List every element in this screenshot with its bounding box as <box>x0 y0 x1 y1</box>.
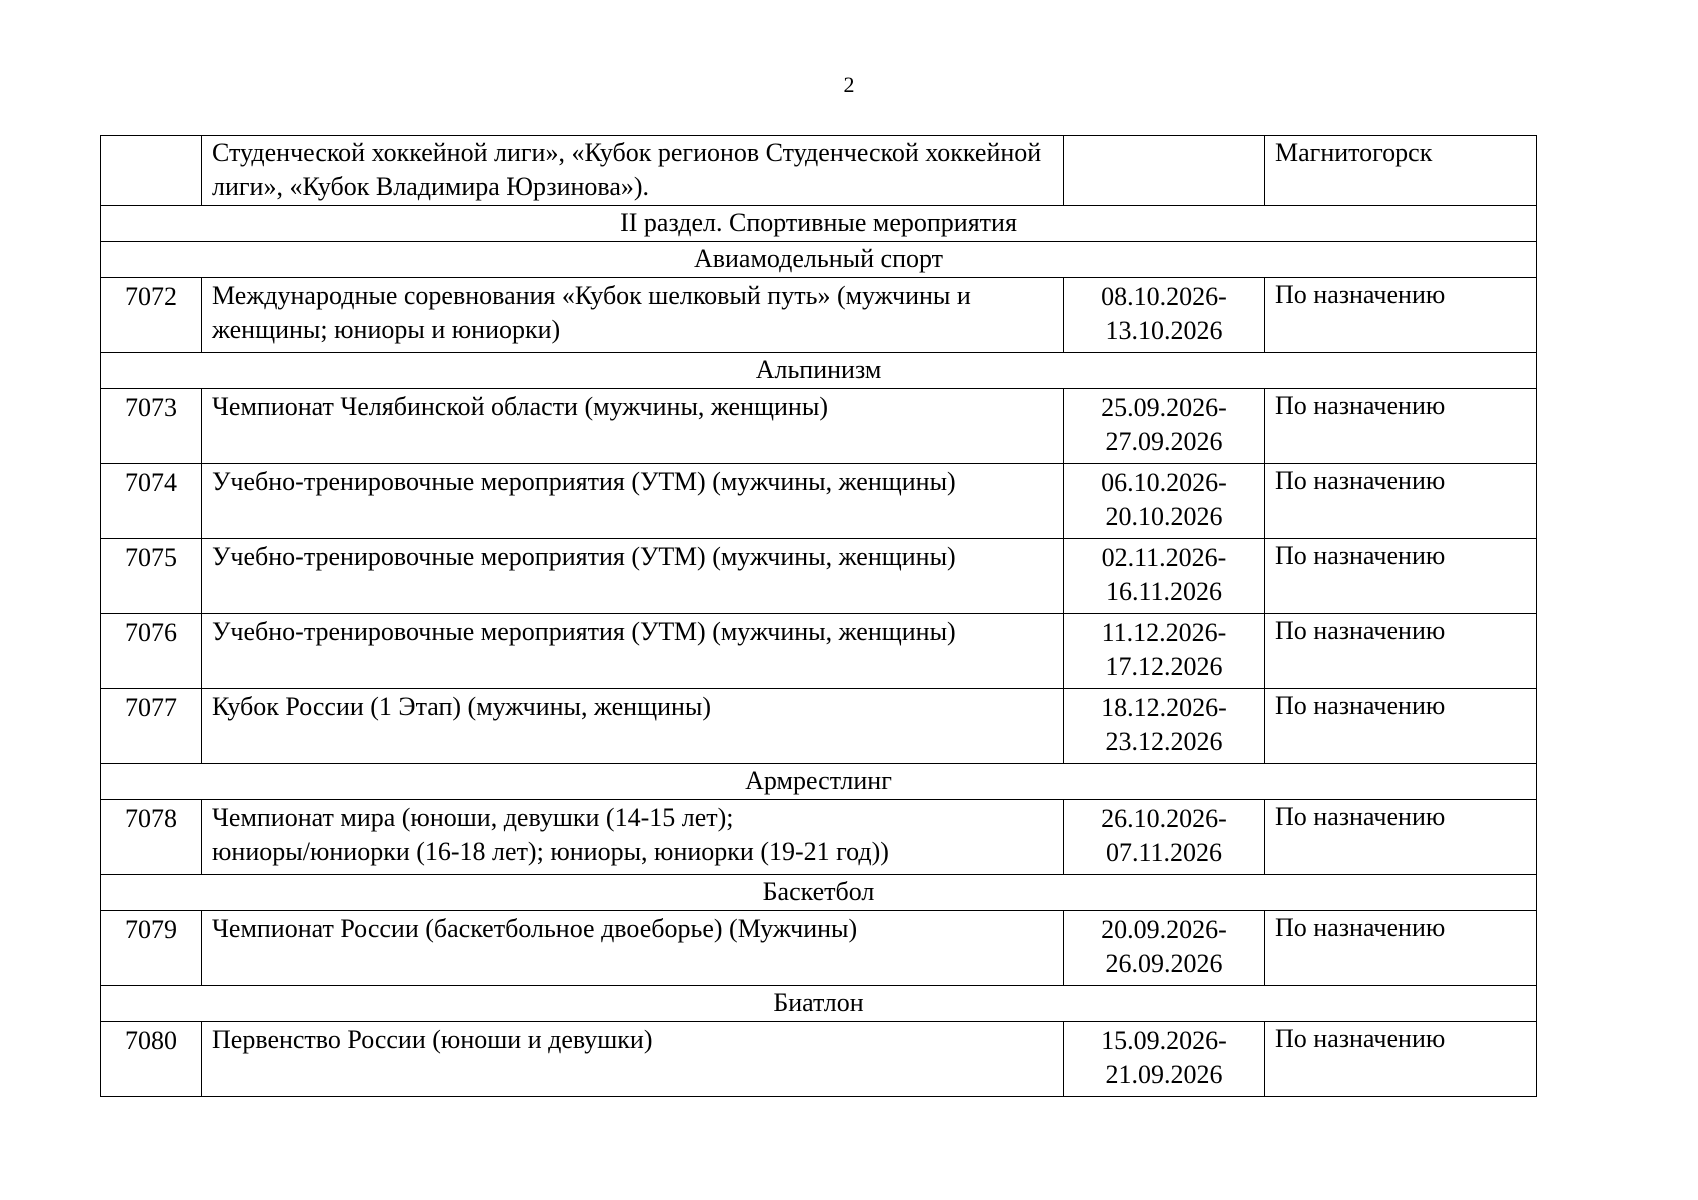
table-row <box>101 911 1537 986</box>
event-name-line: юниоры/юниорки (16-18 лет); юниоры, юниорки (19-21 год)) <box>212 837 889 866</box>
sport-heading: Баскетбол <box>101 875 1537 911</box>
date-end: 27.09.2026 <box>1105 427 1223 456</box>
cell-number: 7076 <box>101 614 202 689</box>
table-row <box>101 278 1537 353</box>
table-row <box>101 689 1537 764</box>
cell-number: 7072 <box>101 278 202 353</box>
cell-dates <box>1064 464 1265 539</box>
cell-event-name: Международные соревнования «Кубок шелковый путь» (мужчины и женщины; юниоры и юниорки) <box>202 278 1064 353</box>
date-start: 06.10.2026- <box>1101 468 1227 497</box>
date-start: 15.09.2026- <box>1101 1026 1227 1055</box>
cell-event-name <box>202 800 1064 875</box>
date-start: 25.09.2026- <box>1101 393 1227 422</box>
date-start: 18.12.2026- <box>1101 693 1227 722</box>
table-row <box>101 614 1537 689</box>
section-row <box>101 206 1537 242</box>
cell-place: Магнитогорск <box>1265 136 1537 206</box>
date-start: 26.10.2026- <box>1101 804 1227 833</box>
cell-number: 7075 <box>101 539 202 614</box>
cell-place: По назначению <box>1265 800 1537 875</box>
table-row <box>101 800 1537 875</box>
sport-heading: Армрестлинг <box>101 764 1537 800</box>
continuation-row <box>101 136 1537 206</box>
date-end: 20.10.2026 <box>1105 502 1223 531</box>
cell-event-name: Чемпионат Челябинской области (мужчины, женщины) <box>202 389 1064 464</box>
date-end: 07.11.2026 <box>1105 838 1223 867</box>
page-number: 2 <box>843 72 855 97</box>
date-start: 11.12.2026- <box>1101 618 1227 647</box>
sport-heading-row <box>101 242 1537 278</box>
cell-event-name: Кубок России (1 Этап) (мужчины, женщины) <box>202 689 1064 764</box>
sport-heading: Альпинизм <box>101 353 1537 389</box>
date-end: 17.12.2026 <box>1105 652 1223 681</box>
cell-number: 7078 <box>101 800 202 875</box>
cell-dates <box>1064 278 1265 353</box>
cell-dates <box>1064 1022 1265 1097</box>
cell-dates <box>1064 389 1265 464</box>
cell-number: 7079 <box>101 911 202 986</box>
cell-dates <box>1064 614 1265 689</box>
table-row <box>101 1022 1537 1097</box>
cell-event-name: Студенческой хоккейной лиги», «Кубок регионов Студенческой хоккейной лиги», «Кубок Владимира Юрзинова»). <box>202 136 1064 206</box>
sport-heading-row <box>101 353 1537 389</box>
table-row <box>101 389 1537 464</box>
cell-place: По назначению <box>1265 389 1537 464</box>
date-end: 21.09.2026 <box>1105 1060 1223 1089</box>
cell-place: По назначению <box>1265 278 1537 353</box>
cell-event-name: Учебно-тренировочные мероприятия (УТМ) (мужчины, женщины) <box>202 464 1064 539</box>
date-start: 08.10.2026- <box>1101 282 1227 311</box>
cell-place: По назначению <box>1265 911 1537 986</box>
cell-place: По назначению <box>1265 539 1537 614</box>
event-name-line: Чемпионат мира (юноши, девушки (14-15 лет); <box>212 803 734 832</box>
cell-dates <box>1064 136 1265 206</box>
cell-event-name: Учебно-тренировочные мероприятия (УТМ) (мужчины, женщины) <box>202 539 1064 614</box>
sport-heading: Биатлон <box>101 986 1537 1022</box>
cell-place: По назначению <box>1265 464 1537 539</box>
date-end: 26.09.2026 <box>1105 949 1223 978</box>
date-end: 16.11.2026 <box>1105 577 1223 606</box>
cell-dates <box>1064 911 1265 986</box>
date-end: 13.10.2026 <box>1105 316 1223 345</box>
sport-heading-row <box>101 875 1537 911</box>
date-end: 23.12.2026 <box>1105 727 1223 756</box>
sport-heading: Авиамодельный спорт <box>101 242 1537 278</box>
cell-number: 7074 <box>101 464 202 539</box>
cell-dates <box>1064 539 1265 614</box>
section-title: II раздел. Спортивные мероприятия <box>101 206 1537 242</box>
date-start: 02.11.2026- <box>1101 543 1227 572</box>
date-start: 20.09.2026- <box>1101 915 1227 944</box>
cell-place: По назначению <box>1265 1022 1537 1097</box>
cell-number: 7080 <box>101 1022 202 1097</box>
cell-place: По назначению <box>1265 614 1537 689</box>
table-row <box>101 539 1537 614</box>
cell-event-name: Первенство России (юноши и девушки) <box>202 1022 1064 1097</box>
sport-heading-row <box>101 764 1537 800</box>
cell-number: 7073 <box>101 389 202 464</box>
sport-heading-row <box>101 986 1537 1022</box>
cell-event-name: Учебно-тренировочные мероприятия (УТМ) (мужчины, женщины) <box>202 614 1064 689</box>
table-row <box>101 464 1537 539</box>
cell-number: 7077 <box>101 689 202 764</box>
cell-dates <box>1064 689 1265 764</box>
cell-event-name: Чемпионат России (баскетбольное двоеборье) (Мужчины) <box>202 911 1064 986</box>
cell-number <box>101 136 202 206</box>
cell-place: По назначению <box>1265 689 1537 764</box>
cell-dates <box>1064 800 1265 875</box>
events-table <box>100 135 1537 1097</box>
